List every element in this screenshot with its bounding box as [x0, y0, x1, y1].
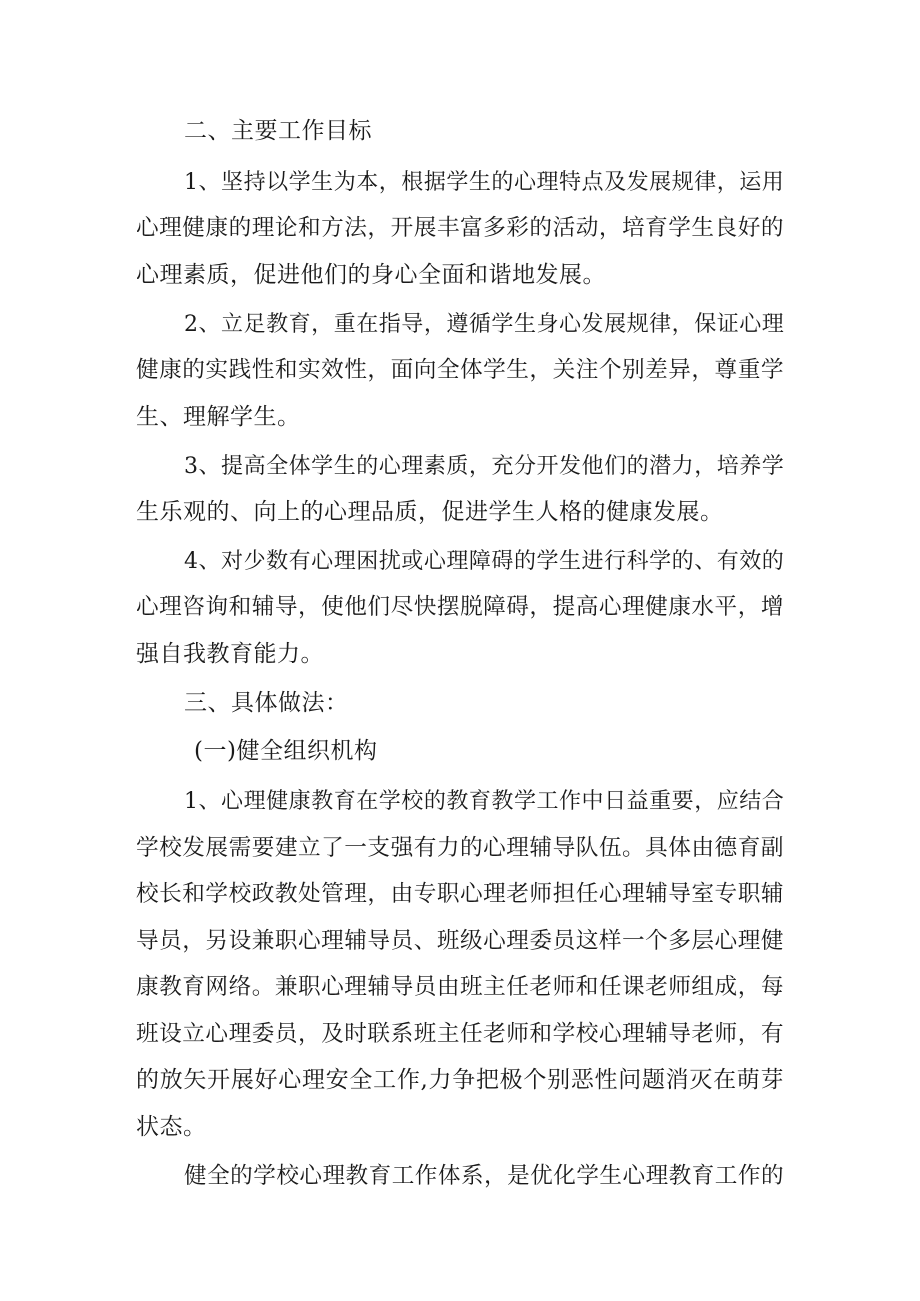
paragraph-text: 状态。 — [136, 1114, 207, 1140]
paragraph-text: 生、理解学生。 — [136, 404, 301, 430]
paragraph-line — [0, 167, 920, 198]
paragraph-text: 1、坚持以学生为本，根据学生的心理特点及发展规律，运用 — [184, 170, 785, 195]
paragraph-line — [0, 833, 920, 863]
paragraph-line — [0, 497, 920, 527]
paragraph-text: 3、提高全体学生的心理素质，充分开发他们的潜力，培养学 — [184, 454, 785, 479]
paragraph-text: 班设立心理委员，及时联系班主任老师和学校心理辅导老师，有 — [136, 1021, 784, 1047]
paragraph-text: 2、立足教育，重在指导，遵循学生身心发展规律，保证心理 — [184, 312, 785, 337]
paragraph-text: 健全的学校心理教育工作体系，是优化学生心理教育工作的 — [184, 1163, 785, 1189]
subsection-heading — [0, 736, 920, 766]
paragraph-line — [0, 926, 920, 956]
paragraph-text: 心理咨询和辅导，使他们尽快摆脱障碍，提高心理健康水平，增 — [136, 594, 784, 620]
paragraph-line — [0, 355, 920, 385]
section-heading — [0, 688, 920, 718]
paragraph-text: 4、对少数有心理困扰或心理障碍的学生进行科学的、有效的 — [184, 549, 785, 574]
paragraph-line — [0, 786, 920, 817]
paragraph-line — [0, 213, 920, 243]
paragraph-text: 康教育网络。兼职心理辅导员由班主任老师和任课老师组成，每 — [136, 974, 784, 1000]
subsection-heading-text: (一)健全组织机构 — [194, 738, 378, 764]
paragraph-line — [0, 402, 920, 432]
paragraph-text: 心理健康的理论和方法，开展丰富多彩的活动，培育学生良好的 — [136, 215, 784, 241]
section-heading-text: 二、主要工作目标 — [184, 118, 372, 144]
paragraph-line — [0, 879, 920, 909]
paragraph-text: 强自我教育能力。 — [136, 641, 324, 667]
paragraph-line — [0, 972, 920, 1002]
paragraph-text: 生乐观的、向上的心理品质，促进学生人格的健康发展。 — [136, 499, 724, 525]
section-heading-text: 三、具体做法： — [184, 690, 349, 716]
paragraph-line — [0, 546, 920, 577]
paragraph-text: 健康的实践性和实效性，面向全体学生，关注个别差异，尊重学 — [136, 357, 784, 383]
paragraph-text: 导员，另设兼职心理辅导员、班级心理委员这样一个多层心理健 — [136, 928, 784, 954]
paragraph-text: 1、心理健康教育在学校的教育教学工作中日益重要，应结合 — [184, 789, 785, 814]
paragraph-line — [0, 592, 920, 622]
paragraph-text: 校长和学校政教处管理，由专职心理老师担任心理辅导室专职辅 — [136, 881, 784, 907]
paragraph-line — [0, 1161, 920, 1191]
paragraph-line — [0, 451, 920, 482]
paragraph-line — [0, 639, 920, 669]
paragraph-line — [0, 1065, 920, 1095]
paragraph-line — [0, 1019, 920, 1049]
paragraph-text: 学校发展需要建立了一支强有力的心理辅导队伍。具体由德育副 — [136, 835, 784, 861]
paragraph-line — [0, 260, 920, 290]
paragraph-text: 的放矢开展好心理安全工作,力争把极个别恶性问题消灭在萌芽 — [136, 1067, 784, 1093]
paragraph-text: 心理素质，促进他们的身心全面和谐地发展。 — [136, 262, 606, 288]
section-heading — [0, 116, 920, 146]
paragraph-line — [0, 1112, 920, 1142]
paragraph-line — [0, 309, 920, 340]
